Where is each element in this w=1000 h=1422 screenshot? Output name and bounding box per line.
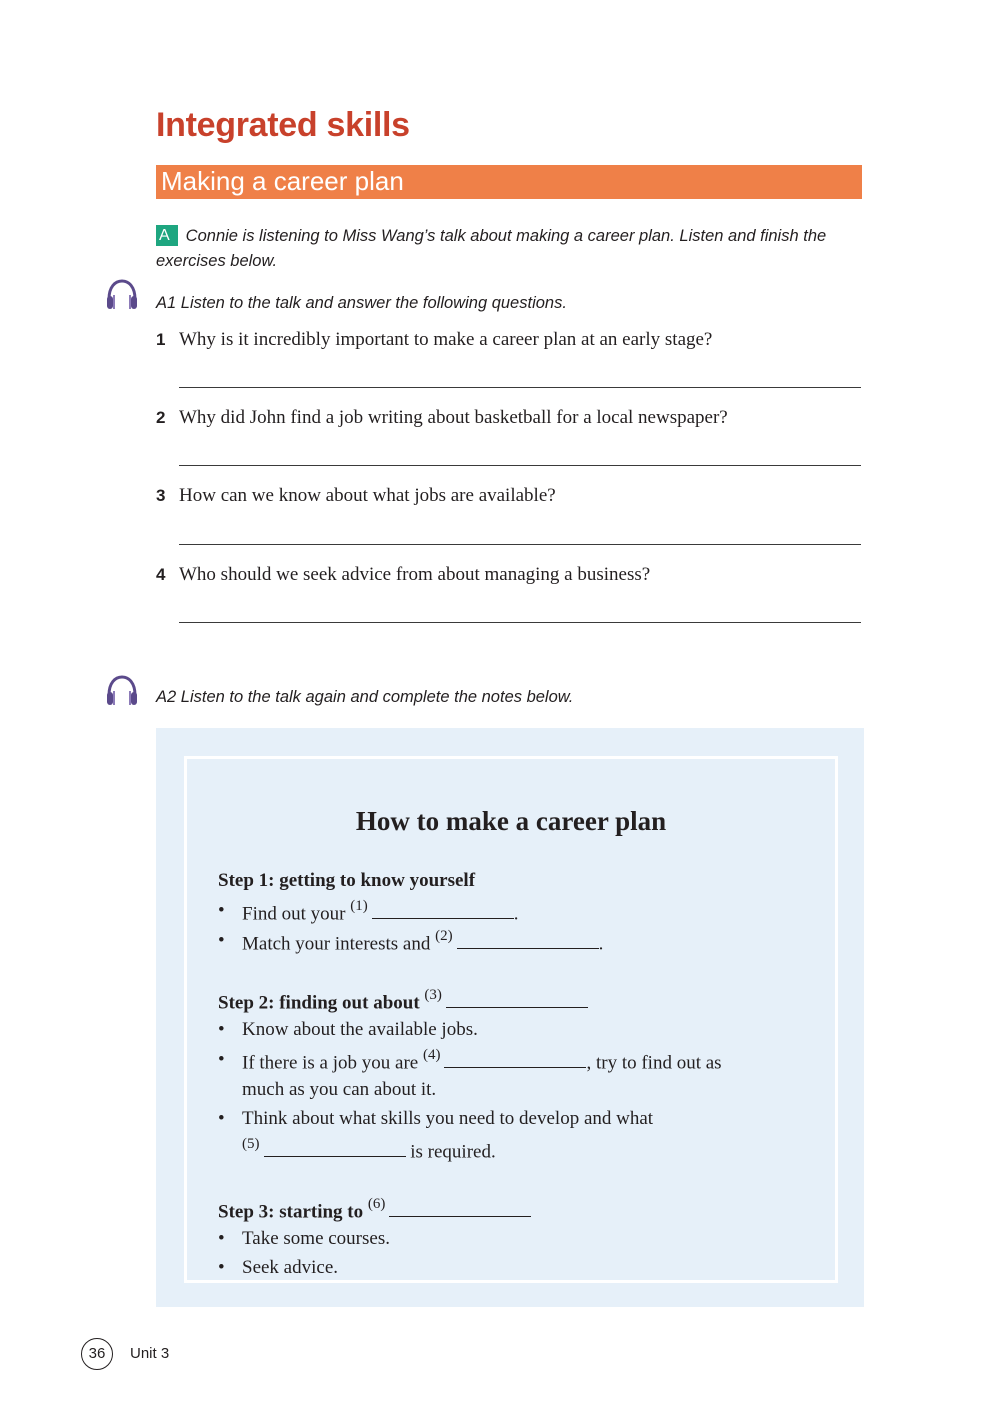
fill-in-blank-2[interactable] — [457, 947, 599, 949]
fill-in-blank-1[interactable] — [372, 917, 514, 919]
fill-in-blank-6[interactable] — [389, 1215, 531, 1217]
bullet-text-end: . — [598, 933, 604, 955]
bullet: • — [218, 900, 225, 921]
step-1-heading: Step 1: getting to know yourself — [218, 870, 476, 891]
section-badge: A — [156, 225, 178, 246]
question-text: Why is it incredibly important to make a career plan at an early stage? — [179, 329, 713, 350]
blank-number: (6) — [367, 1196, 386, 1212]
bullet-text-end: . — [513, 903, 519, 925]
step-heading-text: Step 2: finding out about — [218, 992, 420, 1014]
intro-paragraph — [156, 224, 866, 274]
fill-in-blank-4[interactable] — [444, 1066, 586, 1068]
bullet: • — [218, 1019, 225, 1040]
blank-number: (5) — [242, 1136, 260, 1152]
bullet: • — [218, 1257, 225, 1278]
step-heading-text: Step 3: starting to — [218, 1201, 364, 1223]
question-number: 4 — [156, 565, 166, 584]
bullet-text: Know about the available jobs. — [242, 1019, 478, 1040]
bullet-text-end: is required. — [410, 1141, 496, 1163]
blank-number: (2) — [435, 928, 453, 944]
bullet-text: Match your interests and — [242, 933, 431, 955]
notes-panel — [156, 728, 864, 1307]
notes-frame — [184, 756, 838, 1283]
question-number: 3 — [156, 486, 166, 505]
question-number: 1 — [156, 330, 166, 349]
answer-line-3[interactable] — [179, 544, 861, 545]
question-3 — [156, 485, 556, 507]
headphones-icon[interactable] — [104, 673, 140, 709]
intro-text: Connie is listening to Miss Wang’s talk about making a career plan. Listen and finish the exercises below. — [156, 227, 827, 270]
bullet: • — [218, 1228, 225, 1249]
blank-number: (1) — [350, 898, 368, 914]
bullet: • — [218, 1049, 225, 1070]
question-text: Why did John find a job writing about basketball for a local newspaper? — [179, 407, 728, 428]
question-4 — [156, 564, 650, 586]
notes-title: How to make a career plan — [355, 806, 667, 836]
headphones-icon[interactable] — [104, 277, 140, 313]
question-number: 2 — [156, 408, 166, 427]
bullet-text: Find out your — [242, 903, 346, 925]
step-2-heading — [218, 989, 588, 1014]
question-text: How can we know about what jobs are available? — [179, 485, 556, 506]
section-title-bar — [156, 165, 862, 199]
question-text: Who should we seek advice from about managing a business? — [179, 564, 651, 585]
fill-in-blank-5[interactable] — [264, 1155, 406, 1157]
bullet-text: Think about what skills you need to develop and what — [242, 1108, 654, 1129]
answer-line-2[interactable] — [179, 465, 861, 466]
a1-instruction: A1 Listen to the talk and answer the following questions. — [156, 294, 567, 312]
unit-label: Unit 3 — [130, 1345, 170, 1362]
question-2 — [156, 407, 728, 429]
bullet-text: much as you can about it. — [242, 1079, 437, 1100]
blank-number: (3) — [424, 987, 442, 1003]
bullet: • — [218, 1108, 225, 1129]
fill-in-blank-3[interactable] — [446, 1006, 588, 1008]
bullet-text-end: , try to find out as — [586, 1052, 722, 1074]
page-number: 36 — [81, 1338, 113, 1370]
question-1 — [156, 329, 712, 351]
answer-line-4[interactable] — [179, 622, 861, 623]
bullet: • — [218, 930, 225, 951]
step-3-heading — [218, 1198, 531, 1223]
page-title: Integrated skills — [156, 106, 410, 144]
blank-number: (4) — [422, 1047, 441, 1063]
bullet-text: If there is a job you are — [242, 1052, 419, 1074]
bullet-text: Take some courses. — [242, 1228, 390, 1249]
section-title: Making a career plan — [161, 166, 404, 196]
a2-instruction: A2 Listen to the talk again and complete the notes below. — [156, 688, 574, 706]
bullet-text: Seek advice. — [242, 1257, 339, 1278]
answer-line-1[interactable] — [179, 387, 861, 388]
